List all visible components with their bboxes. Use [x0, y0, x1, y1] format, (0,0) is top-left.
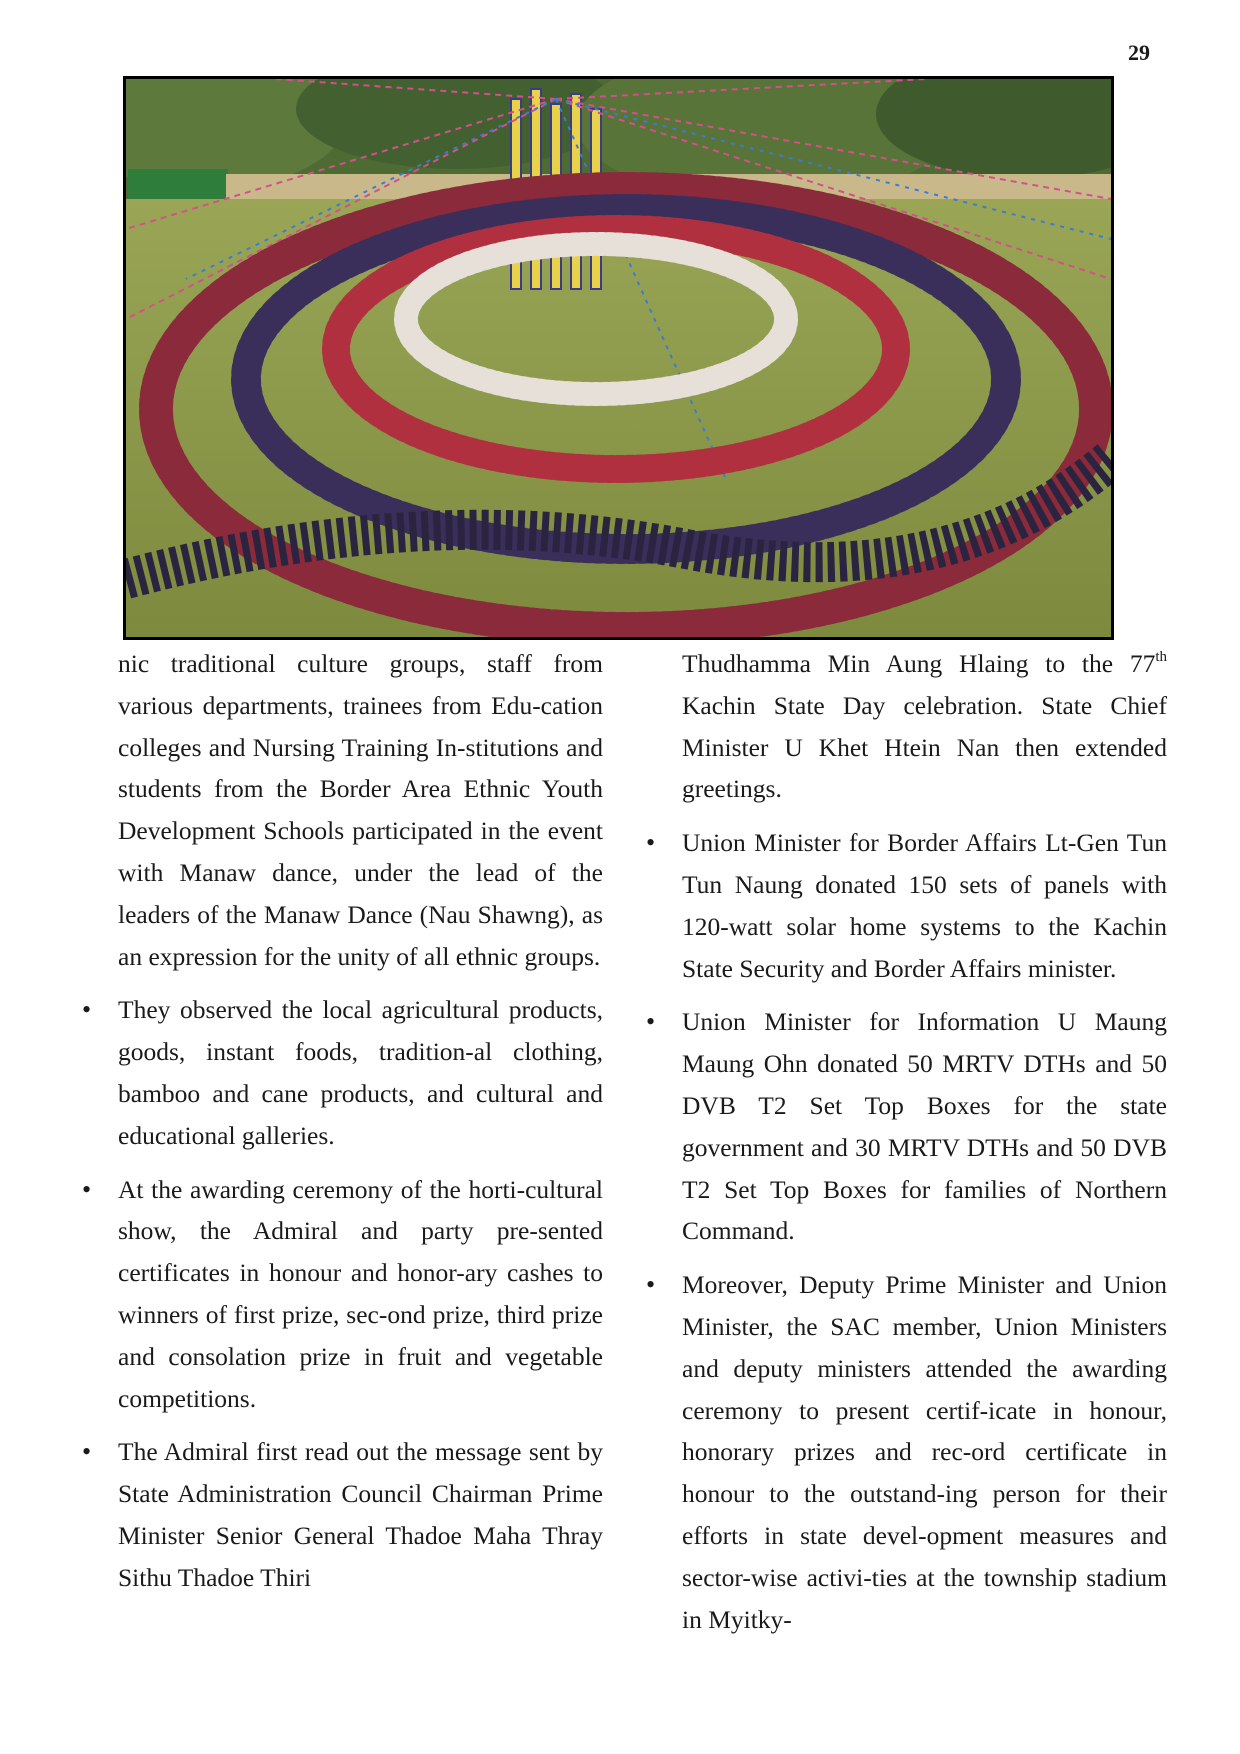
left-column	[118, 643, 603, 1599]
page-number: 29	[1128, 40, 1150, 65]
left-intro-paragraph: nic traditional culture groups, staff from various departments, trainees from Edu-cation colleges and Nursing Training In-stitutions and students from the Border Area Ethnic Youth Development Schools participated in the event with Manaw dance, under the lead of the leaders of the Manaw Dance (Nau Shawng), as an expression for the unity of all ethnic groups.	[118, 649, 603, 971]
bullet-item: • The Admiral first read out the message sent by State Administration Council Chairman Prime Minister Senior General Thadoe Maha Thray Sithu Thadoe Thiri	[118, 1431, 603, 1598]
intro-text-start: Thudhamma Min Aung Hlaing to the 77	[682, 649, 1156, 678]
intro-text-end: Kachin State Day celebration. State Chief Minister U Khet Htein Nan then extended greetings.	[682, 690, 1167, 804]
manaw-dance-photo	[123, 76, 1114, 640]
bullet-item: • They observed the local agricultural products, goods, instant foods, tradition-al clothing, bamboo and cane products, and cultural and educational galleries.	[118, 989, 603, 1156]
right-intro-paragraph	[682, 643, 1167, 810]
ordinal-suffix: th	[1155, 649, 1167, 665]
left-bullet-list	[118, 989, 603, 1598]
bullet-item: • At the awarding ceremony of the horti-cultural show, the Admiral and party pre-sented certificates in honour and honor-ary cashes to winners of first prize, sec-ond prize, third prize and consolation prize in fruit and vegetable competitions.	[118, 1169, 603, 1420]
bullet-item: • Union Minister for Information U Maung Maung Ohn donated 50 MRTV DTHs and 50 DVB T2 Set Top Boxes for the state government and 30 MRTV DTHs and 50 DVB T2 Set Top Boxes for families of Northern Command.	[682, 1001, 1167, 1252]
right-column	[682, 643, 1167, 1640]
bullet-item: • Moreover, Deputy Prime Minister and Union Minister, the SAC member, Union Ministers and deputy ministers attended the awarding ceremony to present certif-icate in honour, honorary prizes and rec-ord certificate in honour to the outstand-ing person for their efforts in state devel-opment measures and sector-wise activi-ties at the township stadium in Myitky-	[682, 1264, 1167, 1640]
photo-illustration	[126, 79, 1111, 637]
bullet-item: • Union Minister for Border Affairs Lt-Gen Tun Tun Naung donated 150 sets of panels with 120-watt solar home systems to the Kachin State Security and Border Affairs minister.	[682, 822, 1167, 989]
right-bullet-list	[682, 822, 1167, 1640]
